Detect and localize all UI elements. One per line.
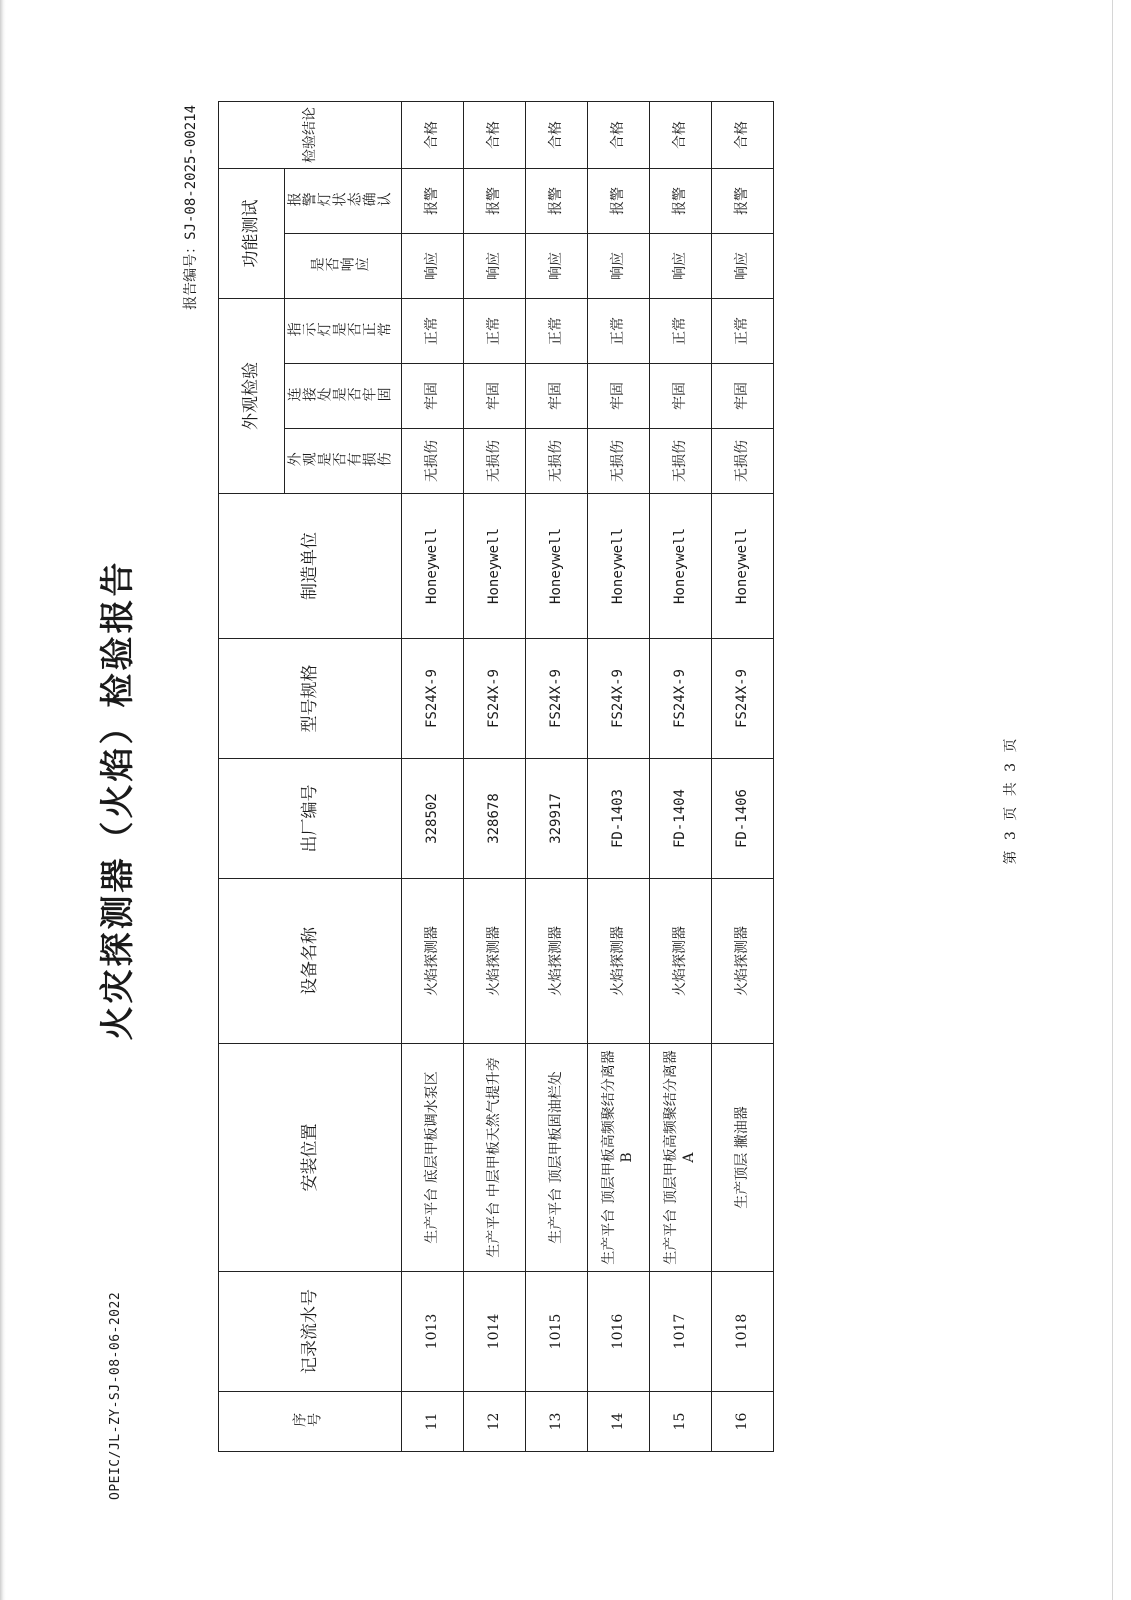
cell-appearance-damage: 无损伤: [463, 429, 525, 494]
header-location: 安装位置: [219, 1044, 402, 1272]
cell-connection-firm: 牢固: [711, 364, 773, 429]
header-conclusion: 检验结论: [219, 102, 402, 169]
cell-manufacturer: Honeywell: [711, 494, 773, 639]
cell-manufacturer: Honeywell: [463, 494, 525, 639]
cell-location: 生产平台 顶层甲板固油栏处: [525, 1044, 587, 1272]
cell-alarm: 报警: [525, 169, 587, 234]
cell-response: 响应: [649, 234, 711, 299]
cell-seq: 13: [525, 1392, 587, 1452]
table-row: [401, 102, 463, 1452]
cell-connection-firm: 牢固: [649, 364, 711, 429]
table-row: [649, 102, 711, 1452]
inspection-table: [218, 101, 774, 1452]
cell-connection-firm: 牢固: [525, 364, 587, 429]
cell-model: FS24X-9: [711, 639, 773, 759]
cell-response: 响应: [463, 234, 525, 299]
cell-alarm: 报警: [649, 169, 711, 234]
cell-response: 响应: [401, 234, 463, 299]
cell-record-no: 1013: [401, 1272, 463, 1392]
cell-device-name: 火焰探测器: [525, 879, 587, 1044]
cell-record-no: 1016: [587, 1272, 649, 1392]
header-device-name: 设备名称: [219, 879, 402, 1044]
header-function-group: 功能测试: [219, 169, 285, 299]
header-serial-no: 出厂编号: [219, 759, 402, 879]
cell-seq: 12: [463, 1392, 525, 1452]
cell-appearance-damage: 无损伤: [711, 429, 773, 494]
cell-appearance-damage: 无损伤: [401, 429, 463, 494]
cell-model: FS24X-9: [463, 639, 525, 759]
cell-alarm: 报警: [587, 169, 649, 234]
header-seq: 序号: [219, 1392, 402, 1452]
header-indicator-normal: 指示灯是否正常: [285, 299, 402, 364]
cell-serial-no: 328502: [401, 759, 463, 879]
header-record-no: 记录流水号: [219, 1272, 402, 1392]
cell-appearance-damage: 无损伤: [525, 429, 587, 494]
cell-indicator: 正常: [401, 299, 463, 364]
header-model: 型号规格: [219, 639, 402, 759]
cell-location: 生产平台 底层甲板调水泵区: [401, 1044, 463, 1272]
cell-response: 响应: [587, 234, 649, 299]
table-row: [587, 102, 649, 1452]
cell-conclusion: 合格: [525, 102, 587, 169]
cell-appearance-damage: 无损伤: [587, 429, 649, 494]
cell-record-no: 1018: [711, 1272, 773, 1392]
cell-indicator: 正常: [711, 299, 773, 364]
cell-model: FS24X-9: [401, 639, 463, 759]
cell-device-name: 火焰探测器: [401, 879, 463, 1044]
cell-device-name: 火焰探测器: [463, 879, 525, 1044]
header-response: 是否响应: [285, 234, 402, 299]
cell-serial-no: 329917: [525, 759, 587, 879]
cell-alarm: 报警: [711, 169, 773, 234]
report-number-label: 报告编号：: [183, 239, 199, 310]
cell-seq: 11: [401, 1392, 463, 1452]
cell-serial-no: 328678: [463, 759, 525, 879]
cell-manufacturer: Honeywell: [525, 494, 587, 639]
cell-connection-firm: 牢固: [463, 364, 525, 429]
report-number: [180, 105, 200, 310]
cell-conclusion: 合格: [711, 102, 773, 169]
cell-appearance-damage: 无损伤: [649, 429, 711, 494]
cell-record-no: 1017: [649, 1272, 711, 1392]
cell-response: 响应: [525, 234, 587, 299]
document-code: OPEIC/JL-ZY-SJ-08-06-2022: [108, 1291, 123, 1500]
cell-device-name: 火焰探测器: [649, 879, 711, 1044]
page-number: 第 3 页 共 3 页: [1003, 735, 1019, 865]
cell-manufacturer: Honeywell: [649, 494, 711, 639]
cell-indicator: 正常: [525, 299, 587, 364]
header-appearance-damage: 外观是否有损伤: [285, 429, 402, 494]
header-appearance-group: 外观检验: [219, 299, 285, 494]
cell-connection-firm: 牢固: [401, 364, 463, 429]
cell-device-name: 火焰探测器: [711, 879, 773, 1044]
cell-serial-no: FD-1404: [649, 759, 711, 879]
cell-model: FS24X-9: [525, 639, 587, 759]
cell-seq: 16: [711, 1392, 773, 1452]
table-row: [463, 102, 525, 1452]
cell-serial-no: FD-1403: [587, 759, 649, 879]
page-title: 火灾探测器（火焰）检验报告: [98, 559, 138, 1041]
cell-location: 生产平台 中层甲板天然气提升旁: [463, 1044, 525, 1272]
header-manufacturer: 制造单位: [219, 494, 402, 639]
header-alarm-state: 报警灯状态确认: [285, 169, 402, 234]
cell-conclusion: 合格: [463, 102, 525, 169]
cell-manufacturer: Honeywell: [587, 494, 649, 639]
cell-connection-firm: 牢固: [587, 364, 649, 429]
cell-location: 生产平台 顶层甲板高频聚结分离器 A: [649, 1044, 711, 1272]
cell-location: 生产平台 顶层甲板高频聚结分离器 B: [587, 1044, 649, 1272]
cell-seq: 15: [649, 1392, 711, 1452]
cell-location: 生产顶层 撇油器: [711, 1044, 773, 1272]
cell-record-no: 1014: [463, 1272, 525, 1392]
cell-alarm: 报警: [401, 169, 463, 234]
table-row: [525, 102, 587, 1452]
cell-manufacturer: Honeywell: [401, 494, 463, 639]
cell-alarm: 报警: [463, 169, 525, 234]
cell-indicator: 正常: [463, 299, 525, 364]
cell-seq: 14: [587, 1392, 649, 1452]
cell-model: FS24X-9: [587, 639, 649, 759]
report-number-value: SJ-08-2025-00214: [183, 105, 199, 240]
cell-conclusion: 合格: [649, 102, 711, 169]
cell-device-name: 火焰探测器: [587, 879, 649, 1044]
cell-indicator: 正常: [649, 299, 711, 364]
table-body: [401, 102, 773, 1452]
cell-indicator: 正常: [587, 299, 649, 364]
cell-conclusion: 合格: [587, 102, 649, 169]
cell-serial-no: FD-1406: [711, 759, 773, 879]
table-row: [711, 102, 773, 1452]
cell-record-no: 1015: [525, 1272, 587, 1392]
header-connection-firm: 连接处是否牢固: [285, 364, 402, 429]
cell-conclusion: 合格: [401, 102, 463, 169]
cell-model: FS24X-9: [649, 639, 711, 759]
cell-response: 响应: [711, 234, 773, 299]
